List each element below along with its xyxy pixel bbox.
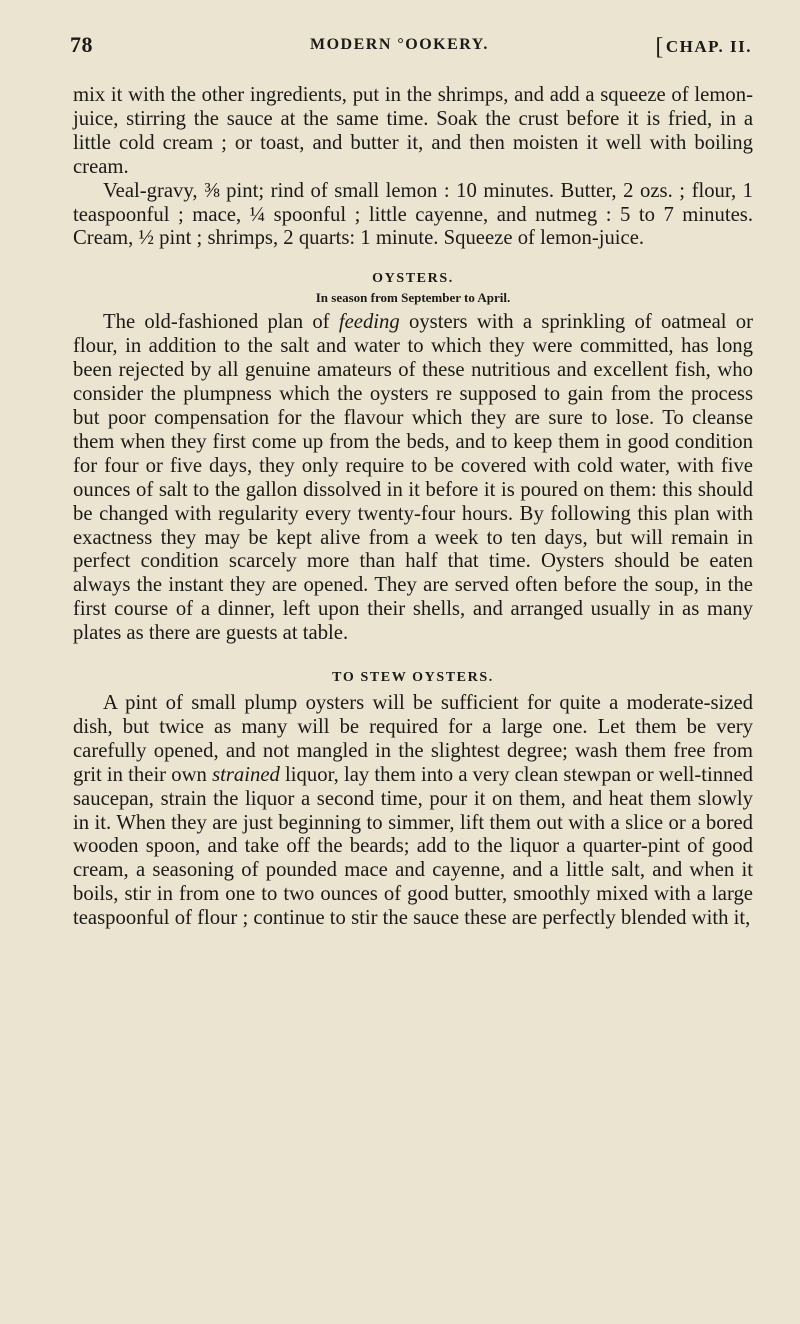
page-header xyxy=(70,30,750,64)
season-note: In season from September to April. xyxy=(315,290,511,306)
oysters-text-end: oysters with a sprinkling of oatmeal or flour, in addition to the salt and water to which they were committed, has long been rejected by all genuine amateurs of these nutritious and excellent fish, who consider the plumpness which the oysters re supposed to gain from the process but poor compensation for the flavour which they are sure to lose. To cleanse them when they first come up from the beds, and to keep them in good condition for four or five days, they only require to be covered with cold water, with five ounces of salt to the gallon dissolved in it before it is poured on them: this should be changed with regularity every twenty-four hours. By following this plan with exactness they may be kept alive from a week to ten days, but will remain in perfect condition scarcely more than half that time. Oysters should be eaten always the instant they are opened. They are served often before the soup, in the first course of a dinner, left upon their shells, and arranged usually in as many plates as there are guests at table. xyxy=(73,311,753,645)
chapter-label: CHAP. II. xyxy=(665,37,752,56)
page-number: 78 xyxy=(70,32,93,57)
oysters-italic-word: feeding xyxy=(338,311,400,334)
chapter-reference xyxy=(655,34,752,61)
section-heading-stew-oysters: TO STEW OYSTERS. xyxy=(332,670,494,686)
stew-paragraph xyxy=(73,692,753,931)
oysters-paragraph xyxy=(73,311,753,646)
recipe-summary: Veal-gravy, ⅜ pint; rind of small lemon : 10 minutes. Butter, 2 ozs. ; flour, 1 teaspoonful ; mace, ¼ spoonful ; little cayenne, and nutmeg : 5 to 7 minutes. Cream, ½ pint ; shrimps, 2 quarts: 1 minute. Squeeze of lemon-juice. xyxy=(73,179,753,250)
stew-text-end: liquor, lay them into a very clean stewpan or well-tinned saucepan, strain the liquor a second time, pour it on them, and heat them slowly in it. When they are just beginning to simmer, lift them out with a slice or a bored wooden spoon, and take off the beards; add to the liquor a quarter-pint of good cream, a seasoning of pounded mace and cayenne, and a little salt, and when it boils, stir in from one to two ounces of good butter, smoothly mixed with a large teaspoonful of flour ; continue to stir the sauce these are perfectly blended with it, xyxy=(73,763,754,930)
stew-italic-word: strained xyxy=(212,763,280,786)
bracket-glyph: [ xyxy=(655,34,665,60)
stew-text-start: A pint of small plump oysters will be sufficient for quite a moderate-sized dish, but twice as many will be required for a large one. Let them be very carefully opened, and not mangled in the slightest degree; wash them free from grit in their own xyxy=(73,692,753,786)
page-body xyxy=(73,84,753,931)
spacer xyxy=(73,646,753,668)
oysters-text-start: The old-fashioned plan of xyxy=(103,311,339,334)
spacer xyxy=(73,251,753,269)
running-title: MODERN °OOKERY. xyxy=(310,36,489,53)
continuation-paragraph: mix it with the other ingredients, put in the shrimps, and add a squeeze of lemon-juice, stirring the sauce at the same time. Soak the crust before it is fried, in a little cold cream ; or toast, and butter it, and then moisten it well with boiling cream. xyxy=(73,84,753,178)
section-heading-oysters: OYSTERS. xyxy=(372,271,454,287)
